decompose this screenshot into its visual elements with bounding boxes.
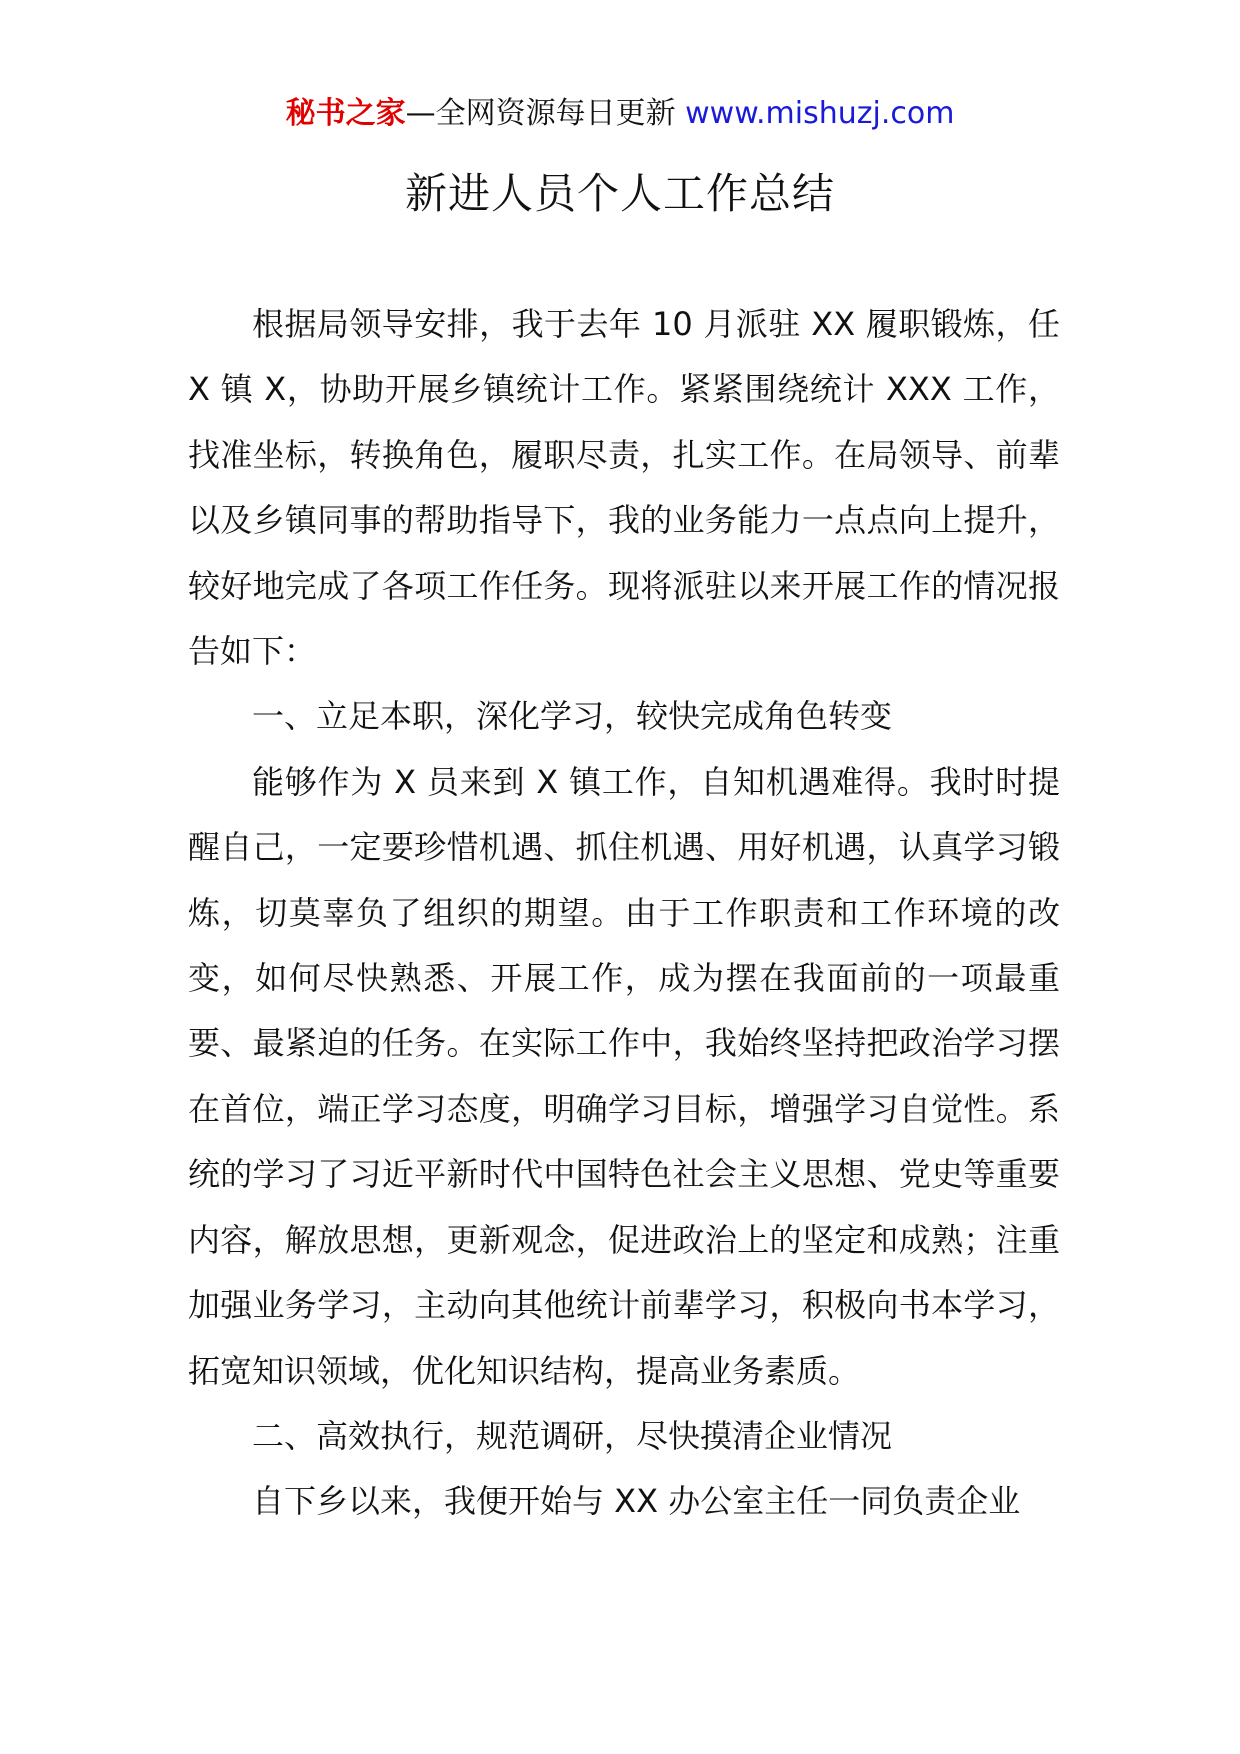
section-2-paragraph: 自下乡以来，我便开始与 XX 办公室主任一同负责企业 (252, 1482, 1021, 1521)
section-heading-1: 一、立足本职，深化学习，较快完成角色转变 (252, 697, 893, 736)
banner-brand: 秘书之家 (285, 96, 406, 131)
section-heading-2: 二、高效执行，规范调研，尽快摸清企业情况 (252, 1416, 893, 1455)
banner-tagline: —全网资源每日更新 (405, 96, 686, 131)
section-1-paragraph: 能够作为 X 员来到 X 镇工作，自知机遇难得。我时时提醒自己，一定要珍惜机遇、抓住机遇、用好机遇，认真学习锻炼，切莫辜负了组织的期望。由于工作职责和工作环境的改变，如何尽快熟悉、开展工作，成为摆在我面前的一项最重要、最紧迫的任务。在实际工作中，我始终坚持把政治学习摆在首位，端正学习态度，明确学习目标，增强学习自觉性。系统的学习了习近平新时代中国特色社会主义思想、党史等重要内容，解放思想，更新观念，促进政治上的坚定和成熟；注重加强业务学习，主动向其他统计前辈学习，积极向书本学习，拓宽知识领域，优化知识结构，提高业务素质。 (188, 762, 1060, 1390)
intro-paragraph: 根据局领导安排，我于去年 10 月派驻 XX 履职锻炼，任 X 镇 X，协助开展乡镇统计工作。紧紧围绕统计 XXX 工作，找准坐标，转换角色，履职尽责，扎实工作。在局领导、前辈以及乡镇同事的帮助指导下，我的业务能力一点点向上提升，较好地完成了各项工作任务。现将派驻以来开展工作的情况报告如下： (188, 305, 1060, 671)
banner-url-link[interactable]: www.mishuzj.com (685, 96, 955, 131)
document-body (188, 292, 1060, 1535)
site-banner (0, 94, 1240, 134)
document-title: 新进人员个人工作总结 (404, 169, 835, 218)
